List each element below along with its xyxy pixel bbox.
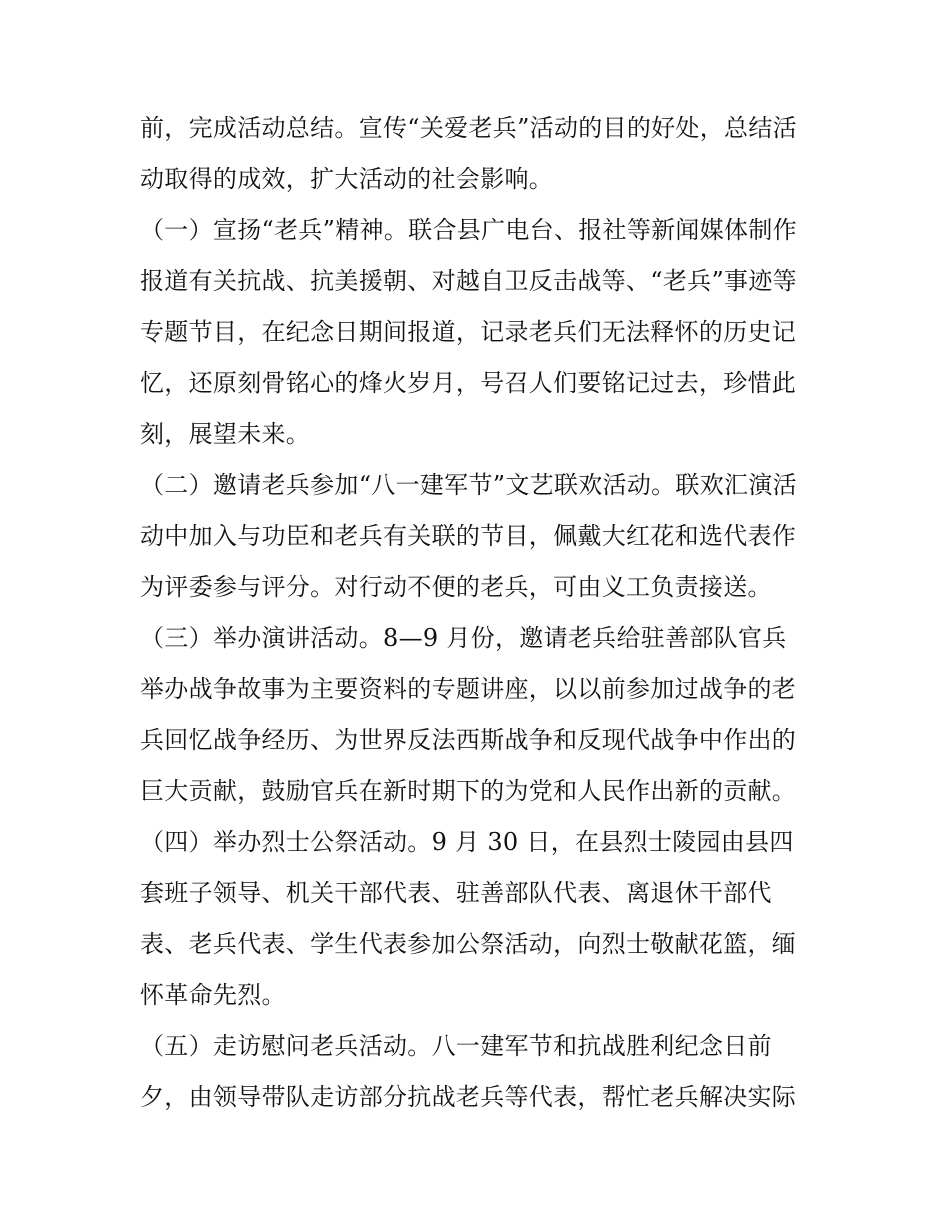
text-line: （五）走访慰问老兵活动。八一建军节和抗战胜利纪念日前 [140,1032,772,1060]
text-line: （三）举办演讲活动。8—9 月份，邀请老兵给驻善部队官兵 [140,624,787,652]
text-line: 夕，由领导带队走访部分抗战老兵等代表，帮忙老兵解决实际 [140,1083,797,1111]
text-line: 动取得的成效，扩大活动的社会影响。 [140,165,554,193]
text-line: 怀革命先烈。 [140,981,286,1009]
text-line: 报道有关抗战、抗美援朝、对越自卫反击战等、“老兵”事迹等 [140,267,797,295]
text-line: 前，完成活动总结。宣传“关爱老兵”活动的目的好处，总结活 [140,114,797,142]
text-line: 为评委参与评分。对行动不便的老兵，可由义工负责接送。 [140,573,772,601]
text-line: 动中加入与功臣和老兵有关联的节目，佩戴大红花和选代表作 [140,522,797,550]
text-line: 忆，还原刻骨铭心的烽火岁月，号召人们要铭记过去，珍惜此 [140,369,797,397]
text-line: 套班子领导、机关干部代表、驻善部队代表、离退休干部代 [140,879,772,907]
text-line: 兵回忆战争经历、为世界反法西斯战争和反现代战争中作出的 [140,726,797,754]
text-line: （二）邀请老兵参加“八一建军节”文艺联欢活动。联欢汇演活 [140,471,797,499]
text-line: （四）举办烈士公祭活动。9 月 30 日，在县烈士陵园由县四 [140,828,794,856]
text-line: 表、老兵代表、学生代表参加公祭活动，向烈士敬献花篮，缅 [140,930,797,958]
text-line: （一）宣扬“老兵”精神。联合县广电台、报社等新闻媒体制作 [140,216,797,244]
text-line: 举办战争故事为主要资料的专题讲座，以以前参加过战争的老 [140,675,797,703]
text-line: 巨大贡献，鼓励官兵在新时期下的为党和人民作出新的贡献。 [140,777,797,805]
text-line: 刻，展望未来。 [140,420,311,448]
text-line: 专题节目，在纪念日期间报道，记录老兵们无法释怀的历史记 [140,318,797,346]
